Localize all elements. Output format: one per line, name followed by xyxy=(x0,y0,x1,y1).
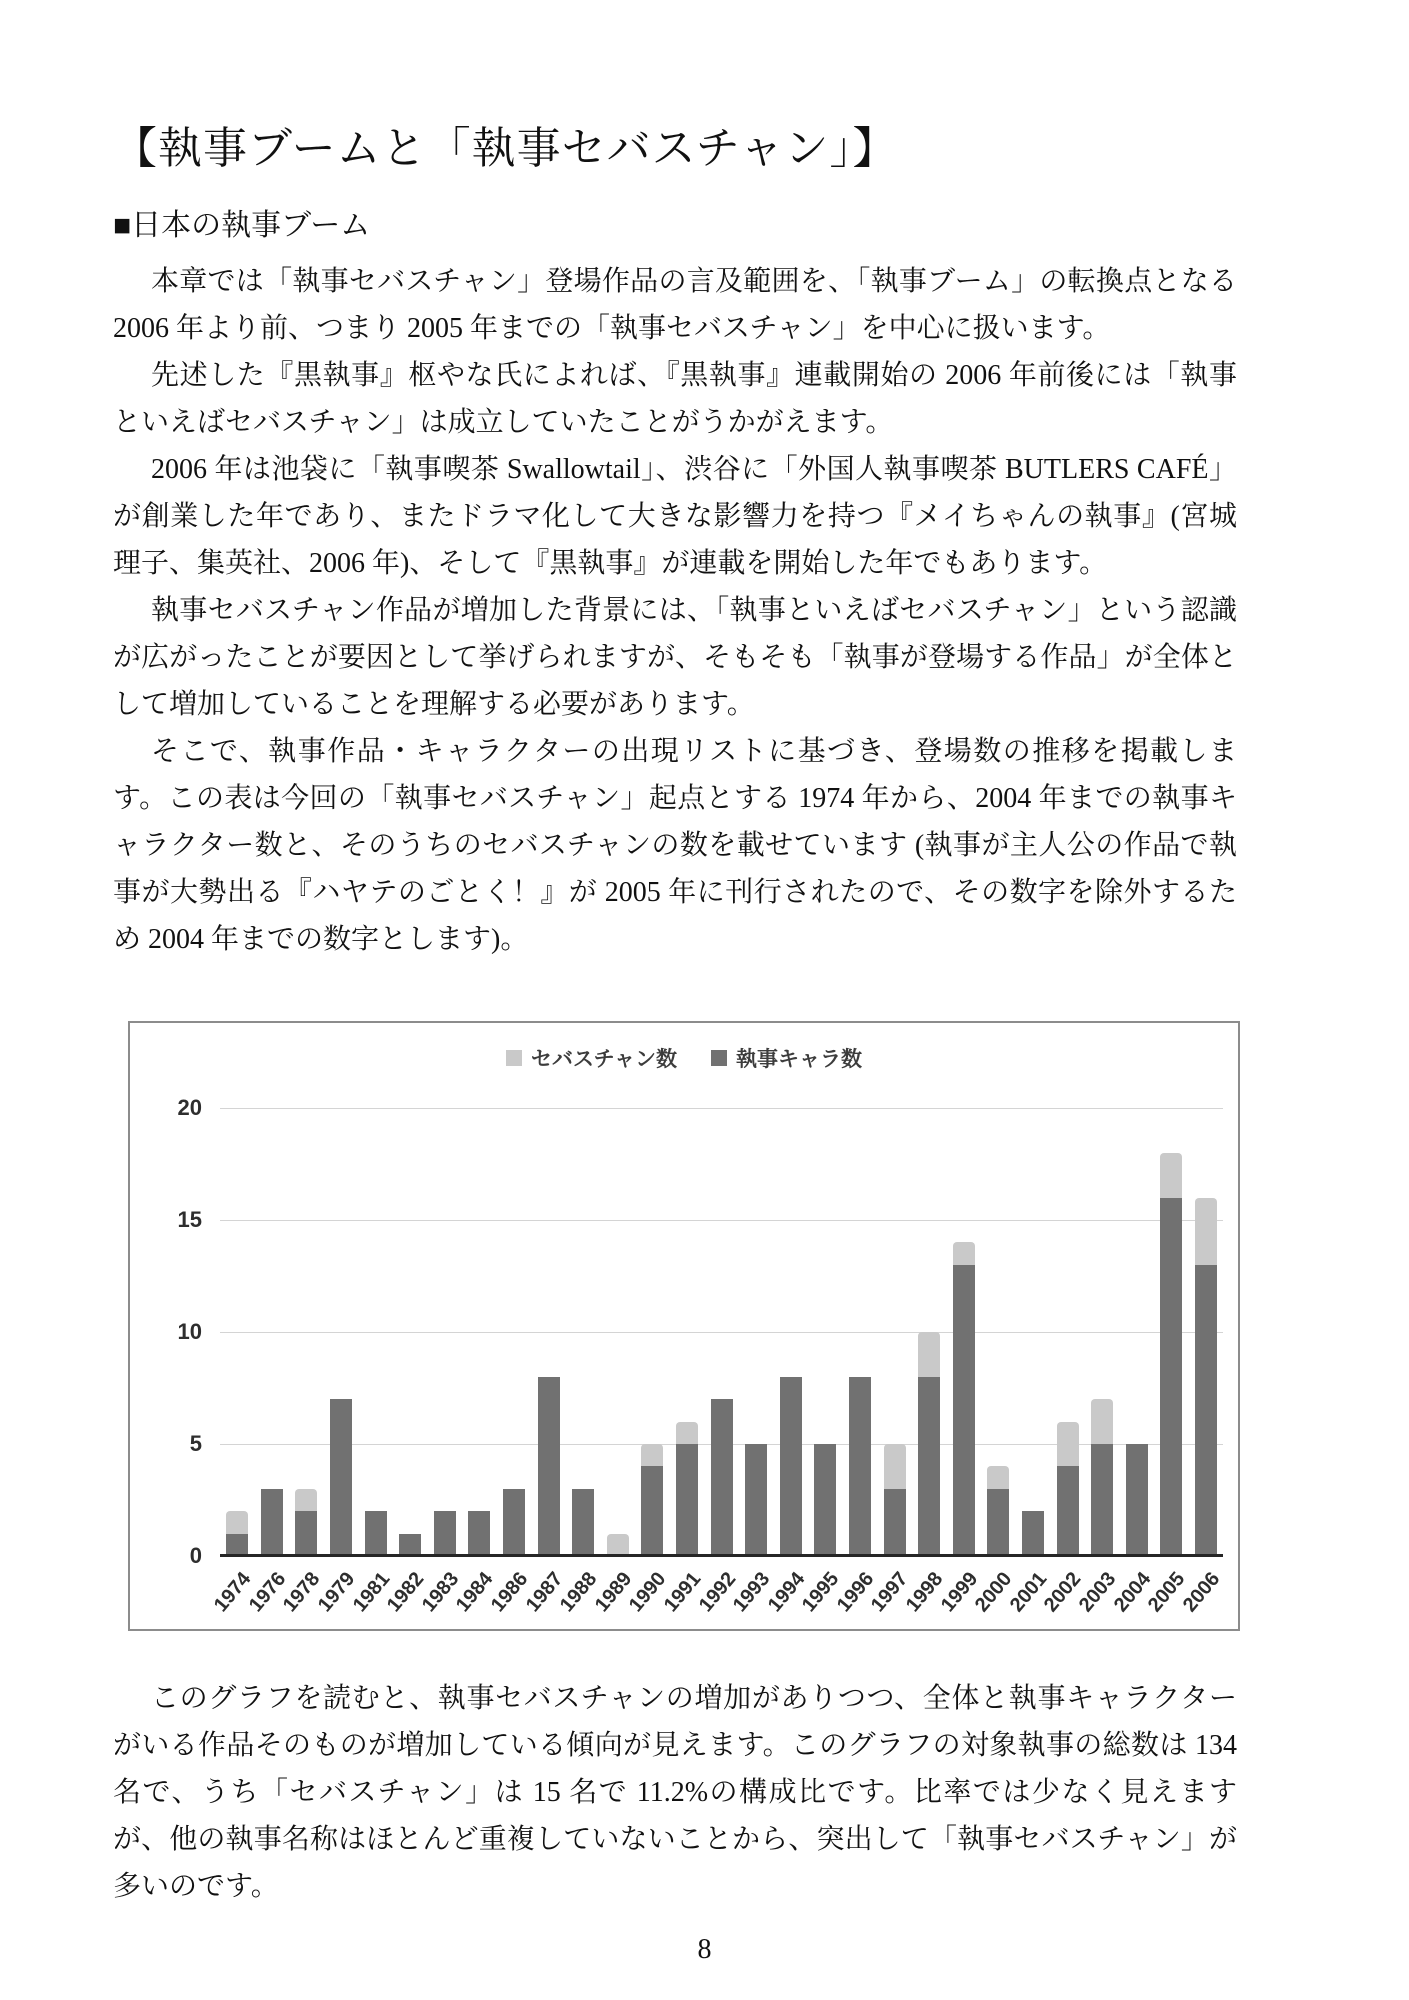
x-slot xyxy=(1178,1556,1225,1626)
bar-segment-butler xyxy=(1022,1511,1044,1556)
bar-1992 xyxy=(704,1108,739,1556)
x-axis-tick-label: 1996 xyxy=(832,1568,879,1617)
x-slot xyxy=(244,1556,291,1626)
x-axis-tick-label: 2000 xyxy=(971,1568,1017,1617)
x-slot xyxy=(313,1556,360,1626)
bar-2000 xyxy=(981,1108,1016,1556)
bar-2002 xyxy=(1050,1108,1085,1556)
chart-plot xyxy=(220,1108,1223,1556)
x-axis-tick-label: 2003 xyxy=(1074,1568,1121,1617)
bar-1976 xyxy=(255,1108,290,1556)
bar-segment-sebastian xyxy=(918,1332,940,1377)
body-text xyxy=(113,258,1237,963)
bar-segment-sebastian xyxy=(1195,1198,1217,1265)
x-slot xyxy=(348,1556,394,1626)
x-slot xyxy=(521,1556,567,1626)
y-axis-tick-label: 20 xyxy=(177,1095,202,1120)
bar-segment-butler xyxy=(884,1489,906,1556)
y-axis-tick-label: 5 xyxy=(189,1431,202,1456)
bar-segment-butler xyxy=(468,1511,490,1556)
bar-segment-butler xyxy=(641,1466,663,1556)
bars-row xyxy=(220,1108,1223,1556)
x-axis-tick-label: 1991 xyxy=(659,1568,706,1617)
bar-1986 xyxy=(497,1108,532,1556)
paragraph: 執事セバスチャン作品が増加した背景には、「執事といえばセバスチャン」という認識が広がったことが要因として挙げられますが、そもそも「執事が登場する作品」が全体として増加していることを理解する必要があります。 xyxy=(113,595,1237,720)
bar-segment-butler xyxy=(953,1265,975,1556)
x-axis-tick-label: 1993 xyxy=(728,1568,775,1617)
closing-text xyxy=(113,1675,1237,1910)
x-axis-tick-label: 1982 xyxy=(383,1568,429,1617)
bar-2001 xyxy=(1016,1108,1051,1556)
x-axis-tick-label: 1979 xyxy=(313,1568,360,1617)
bar-segment-butler xyxy=(399,1534,421,1556)
bar-segment-butler xyxy=(676,1444,698,1556)
bar-segment-butler xyxy=(261,1489,283,1556)
x-slot xyxy=(867,1556,913,1626)
bar-segment-butler xyxy=(780,1377,802,1556)
paragraph: このグラフを読むと、執事セバスチャンの増加がありつつ、全体と執事キャラクターがいる作品そのものが増加している傾向が見えます。このグラフの対象執事の総数は 134 名で、うち「セバスチャン」は 15 名で 11.2%の構成比です。比率では少なく見えますが、他の執事名称はほとんど重複していないことから、突出して「執事セバスチャン」が多いのです。 xyxy=(113,1683,1237,1902)
x-axis-tick-label: 2001 xyxy=(1005,1568,1052,1617)
bar-segment-sebastian xyxy=(676,1422,698,1444)
x-axis-tick-label: 1986 xyxy=(486,1568,533,1617)
page-number: 8 xyxy=(697,1934,712,1965)
y-axis-tick-label: 0 xyxy=(189,1543,202,1568)
x-axis-tick-label: 1987 xyxy=(521,1568,567,1617)
x-slot xyxy=(1144,1556,1190,1626)
x-axis-tick-label: 1992 xyxy=(694,1568,740,1617)
bar-1987 xyxy=(531,1108,566,1556)
x-axis-tick-label: 1983 xyxy=(417,1568,464,1617)
butler-chart xyxy=(128,1021,1240,1631)
paragraph: そこで、執事作品・キャラクターの出現リストに基づき、登場数の推移を掲載します。この表は今回の「執事セバスチャン」起点とする 1974 年から、2004 年までの執事キャラクター数と、そのうちのセバスチャンの数を載せています (執事が主人公の作品で執事が大勢出る『ハヤテのごとく！』が 2005 年に刊行されたので、その数字を除外するため 2004 年までの数字とします)。 xyxy=(113,736,1237,955)
legend-item xyxy=(506,1043,677,1073)
bar-segment-sebastian xyxy=(884,1444,906,1489)
x-axis-tick-label: 1976 xyxy=(244,1568,291,1617)
x-slot xyxy=(1074,1556,1121,1626)
x-slot xyxy=(901,1556,948,1626)
x-axis-tick-label: 1981 xyxy=(348,1568,394,1617)
x-axis-tick-label: 2005 xyxy=(1144,1568,1190,1617)
bar-segment-butler xyxy=(365,1511,387,1556)
bar-2005 xyxy=(1154,1108,1189,1556)
bar-segment-butler xyxy=(745,1444,767,1556)
bar-1983 xyxy=(428,1108,463,1556)
x-slot xyxy=(694,1556,740,1626)
section-heading: ■日本の執事ブーム xyxy=(113,209,371,242)
legend-label: セバスチャン数 xyxy=(531,1048,677,1071)
x-axis-tick-label: 1998 xyxy=(901,1568,948,1617)
bar-1989 xyxy=(601,1108,636,1556)
x-axis-tick-label: 1990 xyxy=(625,1568,671,1617)
bar-1981 xyxy=(358,1108,393,1556)
page-title: 【執事ブームと「執事セバスチャン」】 xyxy=(113,124,898,173)
x-slot xyxy=(556,1556,602,1626)
bar-1998 xyxy=(912,1108,947,1556)
bar-segment-butler xyxy=(434,1511,456,1556)
bar-segment-butler xyxy=(1126,1444,1148,1556)
bar-1991 xyxy=(670,1108,705,1556)
bar-segment-butler xyxy=(226,1534,248,1556)
x-slot xyxy=(971,1556,1017,1626)
x-slot xyxy=(1040,1556,1086,1626)
bar-segment-butler xyxy=(295,1511,317,1556)
bar-segment-sebastian xyxy=(226,1511,248,1533)
bar-segment-butler xyxy=(987,1489,1009,1556)
bar-segment-sebastian xyxy=(1057,1422,1079,1467)
bar-segment-sebastian xyxy=(607,1534,629,1556)
bar-segment-butler xyxy=(572,1489,594,1556)
bar-2006 xyxy=(1189,1108,1224,1556)
x-axis-tick-label: 2002 xyxy=(1040,1568,1086,1617)
bar-segment-butler xyxy=(1057,1466,1079,1556)
x-slot xyxy=(1005,1556,1052,1626)
x-slot xyxy=(486,1556,533,1626)
bar-segment-butler xyxy=(538,1377,560,1556)
legend-swatch-icon xyxy=(711,1050,727,1066)
x-slot xyxy=(659,1556,706,1626)
legend-swatch-icon xyxy=(506,1050,522,1066)
bar-segment-sebastian xyxy=(987,1466,1009,1488)
paragraph: 2006 年は池袋に「執事喫茶 Swallowtail」、渋谷に「外国人執事喫茶 BUTLERS CAFÉ」が創業した年であり、またドラマ化して大きな影響力を持つ『メイちゃんの執事』(宮城理子、集英社、2006 年)、そして『黒執事』が連載を開始した年でもあります。 xyxy=(113,454,1237,579)
bar-segment-butler xyxy=(1160,1198,1182,1556)
bar-segment-sebastian xyxy=(295,1489,317,1511)
x-slot xyxy=(452,1556,498,1626)
legend-item xyxy=(711,1043,862,1073)
bar-2004 xyxy=(1119,1108,1154,1556)
bar-segment-butler xyxy=(330,1399,352,1556)
x-slot xyxy=(625,1556,671,1626)
bar-1995 xyxy=(808,1108,843,1556)
bar-segment-butler xyxy=(814,1444,836,1556)
bar-1974 xyxy=(220,1108,255,1556)
x-slot xyxy=(210,1556,256,1626)
gridline xyxy=(220,1554,1223,1557)
x-slot xyxy=(936,1556,983,1626)
bar-1984 xyxy=(462,1108,497,1556)
x-slot xyxy=(832,1556,879,1626)
paragraph: 本章では「執事セバスチャン」登場作品の言及範囲を、「執事ブーム」の転換点となる 2006 年より前、つまり 2005 年までの「執事セバスチャン」を中心に扱います。 xyxy=(113,266,1237,344)
legend-label: 執事キャラ数 xyxy=(735,1048,862,1071)
x-slot xyxy=(279,1556,325,1626)
bar-segment-butler xyxy=(503,1489,525,1556)
chart-x-axis xyxy=(210,1556,1225,1626)
bar-segment-butler xyxy=(849,1377,871,1556)
x-slot xyxy=(590,1556,637,1626)
x-slot xyxy=(763,1556,810,1626)
bar-segment-butler xyxy=(1091,1444,1113,1556)
bar-2003 xyxy=(1085,1108,1120,1556)
x-axis-tick-label: 1974 xyxy=(210,1568,256,1617)
bar-segment-sebastian xyxy=(953,1242,975,1264)
x-slot xyxy=(417,1556,464,1626)
bar-1990 xyxy=(635,1108,670,1556)
x-axis-tick-label: 1984 xyxy=(452,1568,498,1617)
bar-segment-sebastian xyxy=(641,1444,663,1466)
chart-legend xyxy=(130,1043,1238,1073)
x-axis-tick-label: 2004 xyxy=(1109,1568,1155,1617)
bar-1978 xyxy=(289,1108,324,1556)
x-axis-tick-label: 1978 xyxy=(279,1568,325,1617)
y-axis-tick-label: 15 xyxy=(177,1207,202,1232)
bar-segment-butler xyxy=(711,1399,733,1556)
bar-segment-sebastian xyxy=(1091,1399,1113,1444)
bar-segment-butler xyxy=(918,1377,940,1556)
x-slot xyxy=(1109,1556,1155,1626)
x-axis-tick-label: 1988 xyxy=(556,1568,602,1617)
bar-1999 xyxy=(946,1108,981,1556)
bar-1994 xyxy=(774,1108,809,1556)
x-axis-tick-label: 1995 xyxy=(798,1568,844,1617)
bar-1993 xyxy=(739,1108,774,1556)
bar-1979 xyxy=(324,1108,359,1556)
bar-1997 xyxy=(877,1108,912,1556)
x-axis-tick-label: 1997 xyxy=(867,1568,913,1617)
x-slot xyxy=(728,1556,775,1626)
bar-segment-sebastian xyxy=(1160,1153,1182,1198)
paragraph: 先述した『黒執事』枢やな氏によれば、『黒執事』連載開始の 2006 年前後には「執事といえばセバスチャン」は成立していたことがうかがえます。 xyxy=(113,360,1237,438)
bar-1996 xyxy=(843,1108,878,1556)
x-axis-tick-label: 1989 xyxy=(590,1568,637,1617)
x-slot xyxy=(798,1556,844,1626)
x-axis-tick-label: 2006 xyxy=(1178,1568,1225,1617)
x-axis-tick-label: 1994 xyxy=(763,1568,810,1617)
bar-1988 xyxy=(566,1108,601,1556)
x-axis-tick-label: 1999 xyxy=(936,1568,983,1617)
bar-segment-butler xyxy=(1195,1265,1217,1556)
bar-1982 xyxy=(393,1108,428,1556)
y-axis-tick-label: 10 xyxy=(177,1319,202,1344)
x-slot xyxy=(383,1556,429,1626)
